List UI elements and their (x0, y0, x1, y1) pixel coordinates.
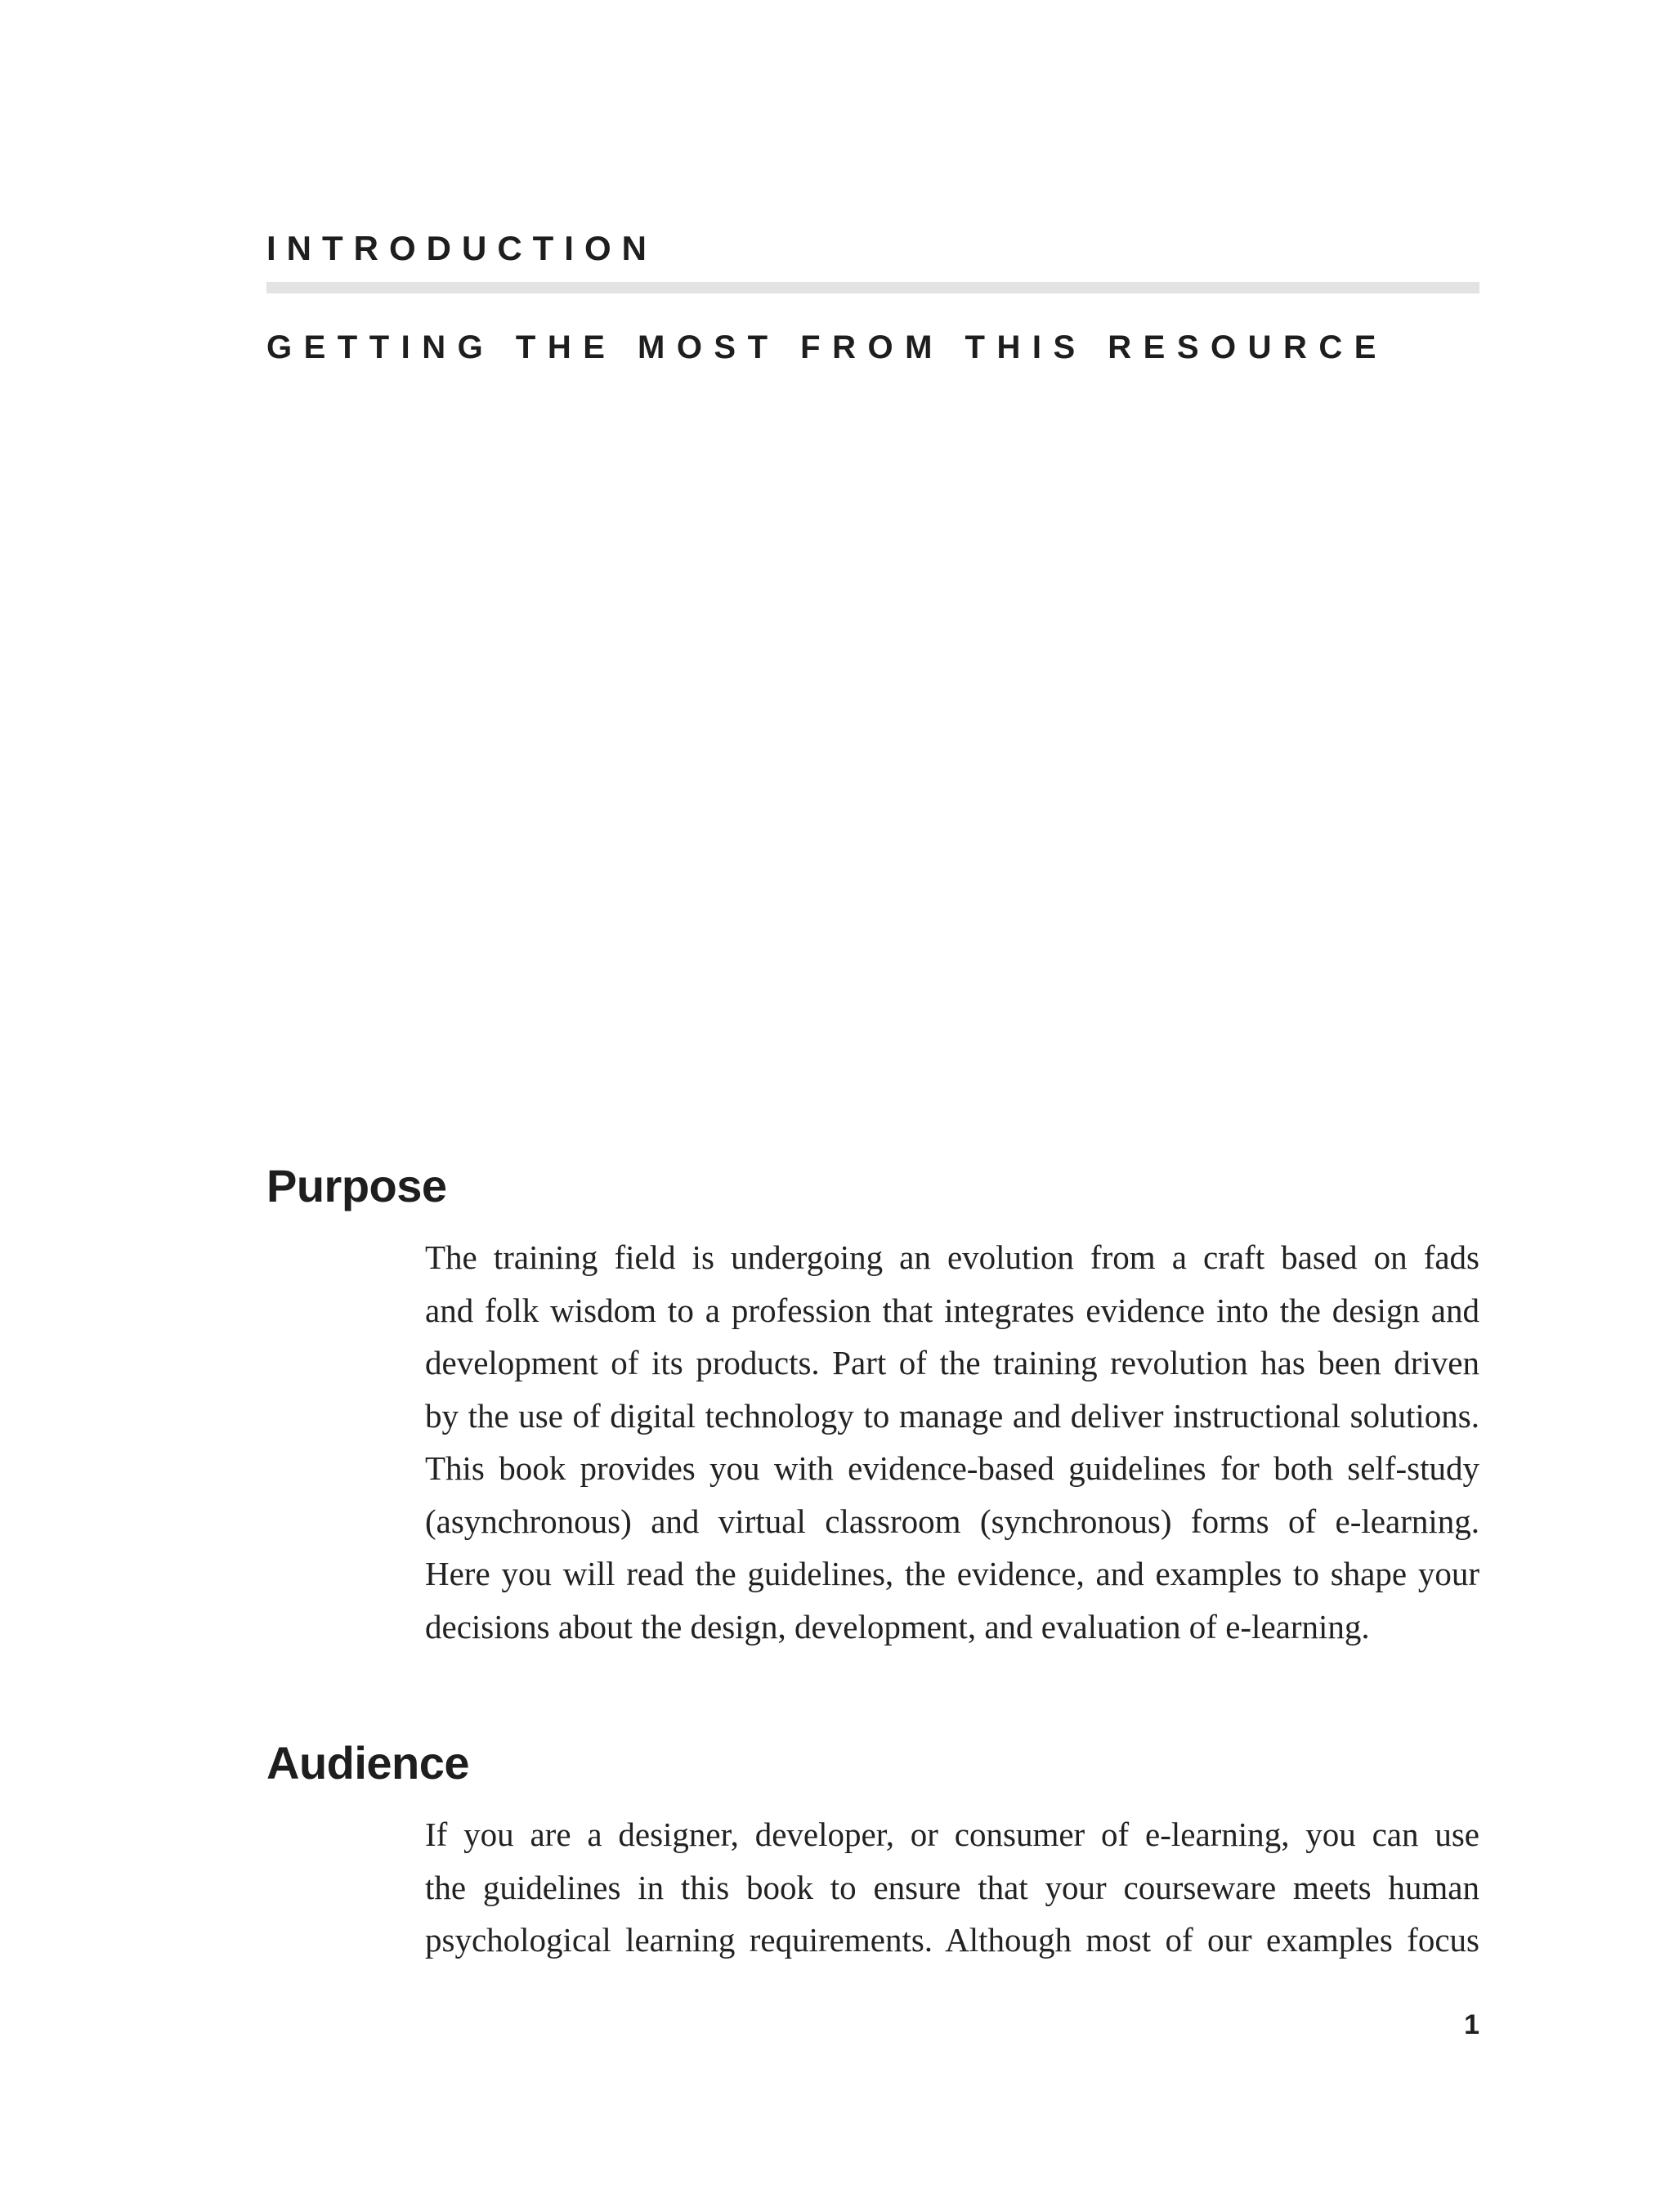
text-line: The training field is undergoing an evolution from a craft based on fads (425, 1238, 1479, 1276)
chapter-title: GETTING THE MOST FROM THIS RESOURCE (266, 329, 1388, 365)
text-line: (asynchronous) and virtual classroom (synchronous) forms of e-learning. (425, 1502, 1479, 1540)
chapter-label: INTRODUCTION (266, 229, 657, 267)
text-line: and folk wisdom to a profession that integrates evidence into the design and (425, 1291, 1479, 1329)
text-line: This book provides you with evidence-based guidelines for both self-study (425, 1449, 1479, 1487)
text-line: by the use of digital technology to manage and deliver instructional solutions. (425, 1396, 1479, 1435)
section-heading-purpose: Purpose (266, 1160, 447, 1211)
text-line: psychological learning requirements. Although most of our examples focus (425, 1921, 1479, 1959)
paragraph-purpose (425, 1231, 1479, 1653)
text-line: decisions about the design, development, and evaluation of e-learning. (425, 1607, 1370, 1646)
text-line: If you are a designer, developer, or consumer of e-learning, you can use (425, 1816, 1479, 1853)
text-line: development of its products. Part of the training revolution has been driven (425, 1344, 1479, 1381)
paragraph-audience (425, 1808, 1479, 1967)
page-number: 1 (1464, 2009, 1479, 2040)
header-rule (266, 282, 1479, 293)
text-line: Here you will read the guidelines, the evidence, and examples to shape your (425, 1555, 1479, 1592)
section-heading-audience: Audience (266, 1737, 470, 1789)
text-line: the guidelines in this book to ensure that your courseware meets human (425, 1868, 1479, 1906)
